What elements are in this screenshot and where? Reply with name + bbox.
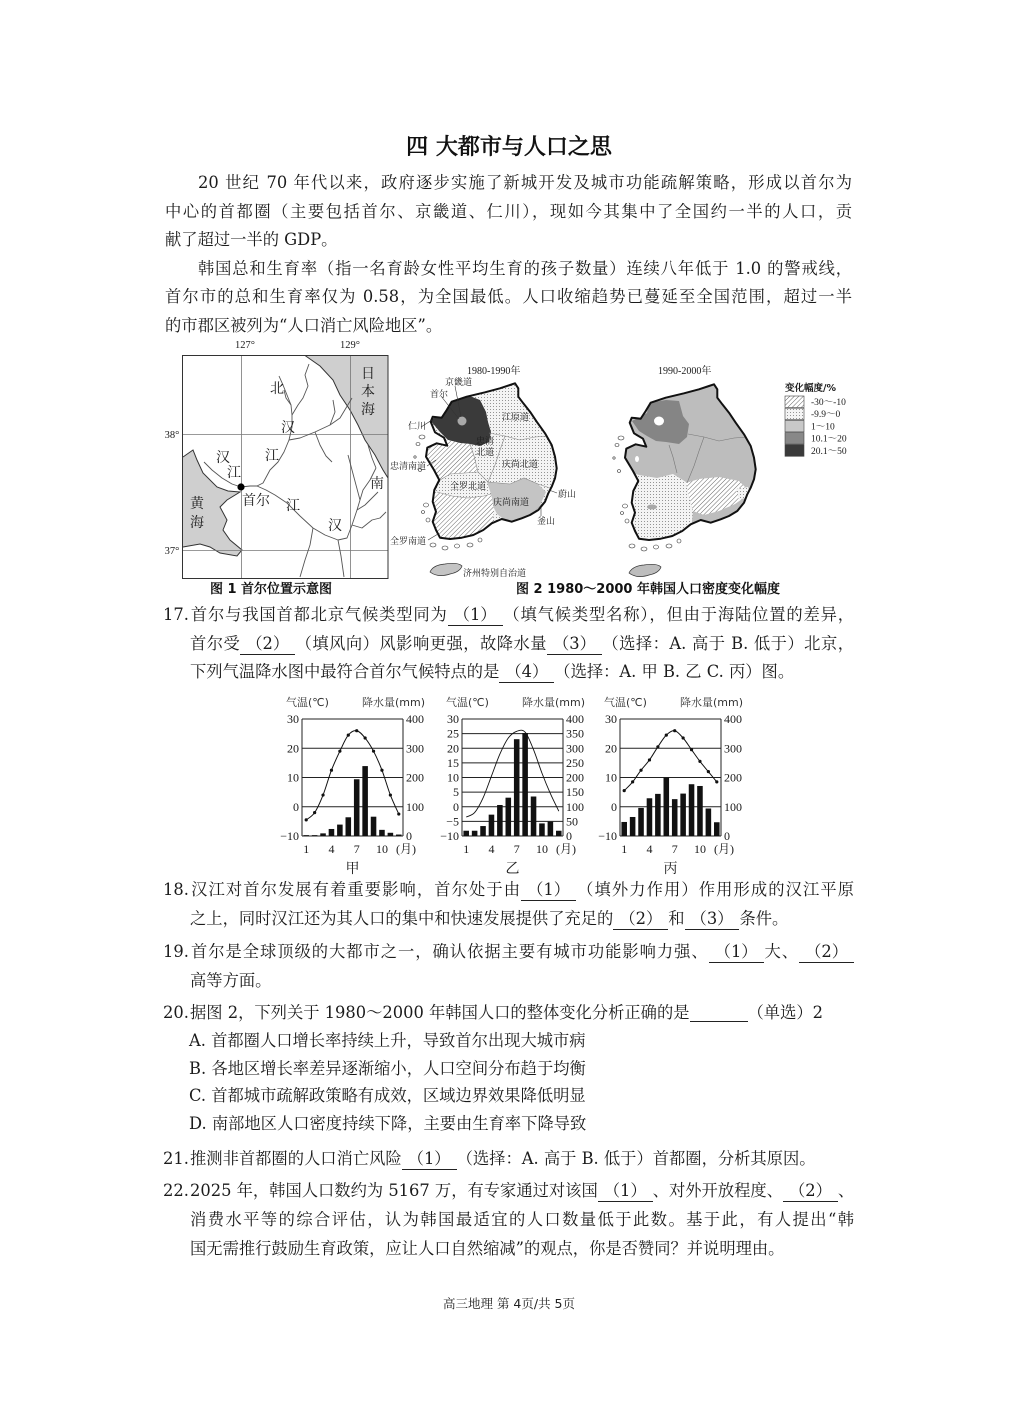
- temperature-point: [623, 789, 626, 792]
- temperature-line: [624, 731, 717, 791]
- q22-line3: [163, 1235, 854, 1264]
- y-left-tick-label: 0: [293, 799, 299, 814]
- temperature-point: [673, 729, 676, 732]
- question-20: [163, 999, 854, 1138]
- climate-chart-bing: [589, 690, 759, 885]
- precipitation-bar: [548, 822, 554, 836]
- label-incheon: 仁川: [408, 422, 427, 432]
- q18-text: 汉江对首尔发展有着重要影响，首尔处于由: [190, 880, 522, 899]
- legend-swatch-light-gray: [785, 420, 804, 432]
- temperature-point: [648, 758, 651, 761]
- temperature-point: [305, 818, 308, 821]
- option-d: D. 南部地区人口密度持续下降，主要由生育率下降导致: [189, 1114, 587, 1134]
- sea-of-japan-area: [305, 356, 388, 479]
- temperature-point: [682, 736, 685, 739]
- q19-line2: [163, 967, 854, 996]
- precipitation-bar: [320, 833, 326, 836]
- answer-blank-2: （2）: [799, 942, 854, 963]
- panel-1-title: 1980-1990年: [467, 366, 521, 377]
- y-left-tick-label: 10: [447, 770, 459, 785]
- q18-line2: [163, 905, 854, 934]
- precipitation-bar: [379, 830, 385, 836]
- precipitation-bar: [638, 808, 644, 836]
- q21-text: 推测非首都圈的人口消亡风险: [190, 1149, 402, 1168]
- region-gray-patch: [647, 505, 657, 510]
- q19-text: 首尔是全球顶级的大都市之一，确认依据主要有城市功能影响力强、: [190, 942, 709, 961]
- q22-text: 2025 年，韩国人口数约为 5167 万，有专家通过对该国: [190, 1181, 598, 1200]
- question-number: 22.: [163, 1181, 189, 1200]
- y-right-axis-label: 降水量(mm): [680, 696, 744, 709]
- legend-label-5: 20.1～50: [811, 447, 847, 457]
- precipitation-bar: [556, 831, 562, 836]
- intro-p2-line2: 首尔市的总和生育率仅为 0.58，为全国最低。人口收缩趋势已蔓延至全国范围，超过一半: [165, 287, 852, 307]
- y-right-tick-label: 0: [406, 829, 412, 843]
- precipitation-bar: [697, 786, 703, 836]
- han-label-2: 江: [227, 465, 241, 481]
- answer-blank-2: （2）: [783, 1181, 838, 1202]
- q17-text: （填气候类型名称），但由于海陆位置的差异，: [502, 605, 854, 624]
- north-han-label-2: 汉: [281, 420, 295, 436]
- precipitation-bar: [388, 833, 394, 836]
- question-21: [163, 1145, 854, 1174]
- x-tick-label: 10: [375, 842, 388, 856]
- label-chungbuk-1: 忠清: [476, 437, 495, 447]
- answer-blank-1: （1）: [402, 1149, 457, 1170]
- precipitation-bar: [329, 829, 335, 836]
- temperature-point: [639, 769, 642, 772]
- question-19: [163, 938, 854, 995]
- label-gyeonggi: 京畿道: [445, 378, 473, 388]
- y-right-tick-label: 200: [406, 770, 424, 785]
- q17-text: 首尔与我国首都北京气候类型同为: [190, 605, 448, 624]
- legend-label-3: 1～10: [811, 422, 835, 433]
- precipitation-bar: [396, 835, 402, 836]
- intro-p2-line3: 的市郡区被列为“人口消亡风险地区”。: [165, 315, 443, 335]
- han-label-1: 汉: [216, 450, 230, 466]
- y-right-axis-label: 降水量(mm): [522, 696, 586, 709]
- precipitation-bar: [497, 805, 503, 836]
- figure-2-caption: 图 2 1980～2000 年韩国人口密度变化幅度: [516, 582, 780, 597]
- legend-swatch-dots: [785, 408, 804, 420]
- precipitation-bar: [463, 831, 469, 836]
- precipitation-bar: [522, 733, 528, 836]
- legend-swatch-dark: [785, 445, 804, 457]
- y-left-tick-label: 15: [447, 755, 459, 770]
- precipitation-bar: [680, 794, 686, 836]
- y-right-tick-label: 400: [406, 712, 424, 726]
- q17-line2: [163, 630, 854, 659]
- q22-text: 消费水平等的综合评估，认为韩国最适宜的人口数量低于此数。基于此，有人提出“韩: [190, 1209, 854, 1229]
- sea-of-japan-label-2: 本: [361, 384, 375, 400]
- map-1980-1990: [390, 364, 576, 579]
- y-left-tick-label: 10: [605, 770, 617, 785]
- question-22: [163, 1177, 854, 1263]
- precipitation-bar: [312, 835, 318, 836]
- question-17: [163, 601, 854, 687]
- y-right-tick-label: 150: [566, 785, 584, 800]
- answer-blank-1: （1）: [521, 880, 576, 901]
- yellow-sea-label-2: 海: [190, 515, 204, 531]
- label-jeonbuk: 全罗北道: [450, 482, 487, 492]
- panel-2-title: 1990-2000年: [658, 366, 712, 377]
- precipitation-bar: [630, 817, 636, 836]
- precipitation-bar: [362, 766, 368, 836]
- x-axis-unit-label: (月): [714, 842, 734, 856]
- section-title: 四 大都市与人口之思: [406, 135, 612, 160]
- answer-blank-3: （3）: [685, 909, 740, 930]
- temperature-point: [380, 769, 383, 772]
- y-right-tick-label: 100: [724, 799, 742, 814]
- question-number: 21.: [163, 1149, 189, 1168]
- q17-text: 下列气温降水图中最符合首尔气候特点的是: [190, 662, 500, 682]
- q18-text: 条件。: [739, 908, 789, 928]
- q20-text: （单选）2: [747, 1003, 823, 1022]
- precipitation-bar: [489, 815, 495, 836]
- label-chungnam: 忠清南道: [390, 462, 427, 472]
- yellow-sea-label-1: 黄: [190, 496, 204, 512]
- precipitation-bar: [531, 797, 537, 836]
- answer-blank-2: （2）: [240, 634, 295, 655]
- y-right-tick-label: 300: [566, 741, 584, 756]
- precipitation-bar: [689, 784, 695, 836]
- jeju-island: [430, 563, 462, 575]
- y-left-tick-label: 10: [287, 770, 299, 785]
- south-han-label-2: 汉: [328, 518, 342, 534]
- intro-p1-line3: 献了超过一半的 GDP。: [165, 230, 338, 250]
- y-left-tick-label: 30: [605, 712, 617, 726]
- south-han-label-3: 江: [286, 498, 300, 514]
- q21-text: （选择：A. 高于 B. 低于）首都圈，分析其原因。: [456, 1149, 816, 1168]
- lon-127-label: 127°: [235, 340, 255, 351]
- y-right-axis-label: 降水量(mm): [362, 696, 426, 709]
- y-left-tick-label: 25: [447, 726, 459, 741]
- q18-text: （填外力作用）作用形成的汉江平原: [576, 880, 854, 899]
- climate-chart-jia: [271, 690, 441, 885]
- y-right-tick-label: 50: [566, 814, 578, 829]
- question-number: 20.: [163, 1003, 189, 1022]
- temperature-point: [389, 793, 392, 796]
- legend-label-2: -9.9～0: [811, 410, 841, 420]
- x-tick-label: 4: [488, 842, 495, 856]
- q17-line3: [163, 658, 854, 687]
- region-jeonnam: [420, 492, 494, 545]
- y-left-axis-label: 气温(℃): [286, 696, 329, 709]
- figure-1-seoul-location-map: [160, 335, 400, 600]
- precipitation-bar: [303, 835, 309, 836]
- q17-text: （选择：A. 高于 B. 低于）北京，: [601, 633, 854, 653]
- temperature-point: [715, 780, 718, 783]
- lon-129-label: 129°: [340, 340, 360, 351]
- precipitation-bar: [514, 739, 520, 836]
- temperature-point: [347, 733, 350, 736]
- lat-37-label: 37°: [164, 546, 180, 557]
- precipitation-bar: [621, 822, 627, 836]
- x-tick-label: 1: [463, 842, 470, 856]
- q18-text: 和: [668, 908, 685, 928]
- y-right-tick-label: 400: [566, 712, 584, 726]
- x-tick-label: 4: [646, 842, 653, 856]
- option-c: C. 首都城市疏解政策略有成效，区域边界效果降低明显: [189, 1086, 586, 1106]
- q22-text: 国无需推行鼓励生育政策，应让人口自然缩减”的观点，你是否赞同？并说明理由。: [190, 1238, 785, 1258]
- label-chungbuk-2: 北道: [476, 448, 495, 458]
- legend-label-4: 10.1～20: [811, 434, 847, 445]
- answer-blank-1: （1）: [598, 1181, 653, 1202]
- y-left-tick-label: 0: [453, 799, 459, 814]
- x-tick-label: 1: [621, 842, 628, 856]
- lat-38-label: 38°: [164, 430, 180, 441]
- legend-label-1: -30～-10: [811, 398, 846, 408]
- temperature-point: [313, 811, 316, 814]
- page-footer: 高三地理 第 4页/共 5页: [442, 1296, 576, 1311]
- y-right-tick-label: 200: [566, 770, 584, 785]
- question-18: [163, 876, 854, 933]
- answer-blank-3: （3）: [547, 634, 602, 655]
- precipitation-bar: [346, 817, 352, 836]
- y-right-tick-label: 0: [724, 829, 730, 843]
- north-han-label-3: 江: [265, 448, 279, 464]
- precipitation-bar: [714, 822, 720, 836]
- region-seoul: [654, 417, 664, 426]
- q22-text: 、对外开放程度、: [652, 1181, 783, 1200]
- y-right-tick-label: 100: [406, 799, 424, 814]
- legend-swatch-mid-gray: [785, 433, 804, 445]
- y-left-tick-label: −5: [446, 814, 459, 829]
- x-tick-label: 7: [671, 842, 678, 856]
- option-a: A. 首都圈人口增长率持续上升，导致首尔出现大城市病: [189, 1030, 586, 1050]
- q22-line2: [163, 1206, 854, 1235]
- y-right-tick-label: 200: [724, 770, 742, 785]
- y-left-tick-label: 20: [447, 741, 459, 756]
- x-tick-label: 7: [513, 842, 520, 856]
- y-left-tick-label: 30: [287, 712, 299, 726]
- precipitation-bar: [672, 799, 678, 836]
- y-left-tick-label: −10: [280, 829, 299, 843]
- q22-text: 、: [837, 1181, 855, 1200]
- y-right-tick-label: 300: [724, 741, 742, 756]
- temperature-point: [372, 750, 375, 753]
- q20-line1: [163, 999, 854, 1027]
- precipitation-bar: [655, 794, 661, 836]
- y-left-tick-label: 5: [453, 785, 459, 800]
- q17-text: （选择：A. 甲 B. 乙 C. 丙）图。: [554, 662, 795, 682]
- option-b: B. 各地区增长率差异逐渐缩小，人口空间分布趋于均衡: [189, 1058, 586, 1078]
- temperature-line: [466, 730, 559, 817]
- precipitation-bar: [664, 778, 670, 837]
- y-left-tick-label: 30: [447, 712, 459, 726]
- precipitation-bar: [354, 779, 360, 836]
- precipitation-bar: [506, 798, 512, 836]
- temperature-point: [355, 729, 358, 732]
- sea-of-japan-label-3: 海: [361, 402, 375, 418]
- temperature-point: [364, 736, 367, 739]
- north-han-label-1: 北: [270, 381, 284, 397]
- temperature-point: [656, 745, 659, 748]
- x-tick-label: 7: [353, 842, 360, 856]
- q20-text: 据图 2，下列关于 1980～2000 年韩国人口的整体变化分析正确的是: [190, 1003, 690, 1022]
- temperature-point: [707, 770, 710, 773]
- label-jeonnam: 全罗南道: [390, 537, 427, 547]
- chart-svg: [271, 690, 441, 885]
- x-axis-unit-label: (月): [396, 842, 416, 856]
- q18-text: 之上，同时汉江还为其人口的集中和快速发展提供了充足的: [190, 908, 614, 928]
- label-jeju: 济州特别自治道: [463, 569, 527, 579]
- legend-swatch-hatch: [785, 396, 804, 408]
- precipitation-bar: [371, 817, 377, 836]
- y-left-tick-label: 20: [287, 741, 299, 756]
- question-number: 18.: [163, 880, 189, 899]
- precipitation-bar: [480, 826, 486, 836]
- temperature-point: [330, 769, 333, 772]
- map-1990-2000: [613, 379, 764, 577]
- q22-line1: [163, 1177, 854, 1206]
- temperature-point: [698, 760, 701, 763]
- temperature-point: [397, 812, 400, 815]
- q17-text: （填风向）风影响更强，故降水量: [295, 633, 547, 653]
- x-tick-label: 10: [535, 842, 548, 856]
- precipitation-bar: [539, 823, 545, 836]
- legend: [785, 382, 847, 457]
- precipitation-bar: [472, 831, 478, 836]
- question-number: 17.: [163, 605, 189, 624]
- y-left-axis-label: 气温(℃): [604, 696, 647, 709]
- temperature-point: [338, 750, 341, 753]
- x-tick-label: 4: [328, 842, 335, 856]
- seoul-label: 首尔: [242, 493, 270, 509]
- x-tick-label: 10: [693, 842, 706, 856]
- sea-of-japan-label-1: 日: [361, 366, 375, 382]
- q19-text: 高等方面。: [190, 970, 272, 990]
- label-ulsan: 蔚山: [558, 490, 577, 500]
- x-tick-label: 1: [303, 842, 310, 856]
- y-right-tick-label: 100: [566, 799, 584, 814]
- precipitation-bar: [706, 809, 712, 836]
- climate-chart-yi: [431, 690, 601, 885]
- figure-2-density-change-maps: [390, 355, 870, 580]
- answer-blank-1: （1）: [448, 605, 503, 626]
- y-left-axis-label: 气温(℃): [446, 696, 489, 709]
- y-left-tick-label: −10: [440, 829, 459, 843]
- temperature-point: [690, 748, 693, 751]
- y-left-tick-label: 20: [605, 741, 617, 756]
- south-han-label-1: 南: [370, 476, 384, 492]
- jeju-island: [629, 564, 661, 576]
- label-busan: 釜山: [537, 517, 556, 527]
- question-number: 19.: [163, 942, 189, 961]
- y-right-tick-label: 400: [724, 712, 742, 726]
- q19-text: 大、: [763, 942, 800, 961]
- intro-text: [165, 169, 852, 341]
- temperature-point: [321, 793, 324, 796]
- q17-line1: [163, 601, 854, 630]
- temperature-point: [665, 733, 668, 736]
- chart-svg: [589, 690, 759, 885]
- x-axis-unit-label: (月): [556, 842, 576, 856]
- label-gangwon: 江原道: [502, 413, 530, 423]
- y-right-tick-label: 350: [566, 726, 584, 741]
- q21-line1: [163, 1145, 854, 1174]
- label-seoul: 首尔: [430, 390, 449, 400]
- figure-1-caption: 图 1 首尔位置示意图: [209, 582, 333, 597]
- chart-name: 丙: [663, 861, 678, 877]
- temperature-point: [631, 780, 634, 783]
- region-white-patch: [635, 456, 639, 462]
- q17-text: 首尔受: [190, 633, 241, 653]
- label-gyeongnam: 庆尚南道: [493, 498, 530, 508]
- y-right-tick-label: 300: [406, 741, 424, 756]
- intro-p1-line1: 20 世纪 70 年代以来，政府逐步实施了新城开发及城市功能疏解策略，形成以首尔为: [198, 173, 852, 192]
- q18-line1: [163, 876, 854, 905]
- y-left-tick-label: 0: [611, 799, 617, 814]
- label-gyeongbuk: 庆尚北道: [502, 460, 539, 470]
- intro-p1-line2: 中心的首都圈（主要包括首尔、京畿道、仁川），现如今其集中了全国约一半的人口，贡: [165, 201, 852, 221]
- y-right-tick-label: 250: [566, 755, 584, 770]
- answer-blank-2: （2）: [613, 909, 668, 930]
- answer-blank-4: （4）: [499, 662, 554, 683]
- y-right-tick-label: 0: [566, 829, 572, 843]
- legend-title: 变化幅度/%: [785, 383, 836, 394]
- answer-blank-1: （1）: [709, 942, 764, 963]
- q19-line1: [163, 938, 854, 967]
- precipitation-bar: [337, 825, 343, 836]
- intro-p2-line1: 韩国总和生育率（指一名育龄女性平均生育的孩子数量）连续八年低于 1.0 的警戒线，: [198, 258, 852, 278]
- precipitation-bar: [647, 798, 653, 836]
- region-seoul: [458, 417, 467, 426]
- chart-name: 乙: [505, 861, 520, 877]
- chart-name: 甲: [345, 861, 360, 877]
- seoul-marker: [237, 483, 244, 490]
- answer-blank: [690, 1001, 748, 1022]
- chart-svg: [431, 690, 601, 885]
- y-left-tick-label: −10: [598, 829, 617, 843]
